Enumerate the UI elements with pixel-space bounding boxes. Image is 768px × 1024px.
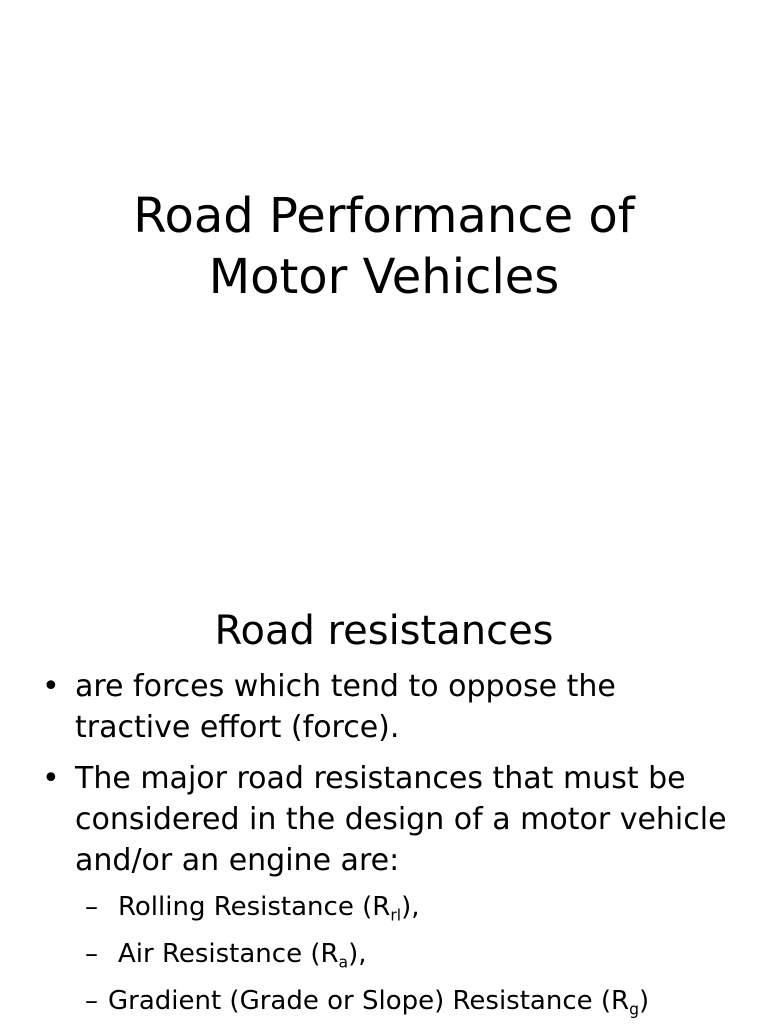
sub-bullet-item [0, 891, 768, 923]
bullet-text: The major road resistances that must be considered in the design of a motor vehicle and/or an engine are: [75, 761, 727, 878]
subscript: rl [390, 906, 402, 925]
title-line-1: Road Performance of [133, 188, 635, 244]
subscript: g [629, 1000, 639, 1019]
bullet-icon: • [42, 669, 60, 704]
sub-bullet-text: Rolling Resistance (R [118, 892, 391, 922]
dash-icon: – [85, 986, 98, 1016]
bullet-item [0, 666, 768, 748]
bullet-text: are forces which tend to oppose the tractive effort (force). [75, 669, 616, 745]
subscript: a [338, 953, 349, 972]
sub-bullet-suffix: ) [639, 986, 650, 1016]
sub-bullet-item [0, 985, 768, 1017]
dash-icon: – [85, 892, 98, 922]
slide-heading: Road resistances [214, 608, 554, 654]
title-line-2: Motor Vehicles [208, 249, 560, 305]
bullet-item [0, 758, 768, 881]
dash-icon: – [85, 939, 98, 969]
slide-title-heading [0, 186, 768, 308]
sub-bullet-text: Gradient (Grade or Slope) Resistance (R [108, 986, 630, 1016]
bullet-list [0, 666, 768, 1024]
bullet-icon: • [42, 761, 60, 796]
slide-road-resistances [0, 576, 768, 1024]
sub-bullet-suffix: ), [401, 892, 420, 922]
sub-bullet-suffix: ), [348, 939, 367, 969]
sub-bullet-item [0, 938, 768, 970]
sub-bullet-text: Air Resistance (R [118, 939, 339, 969]
